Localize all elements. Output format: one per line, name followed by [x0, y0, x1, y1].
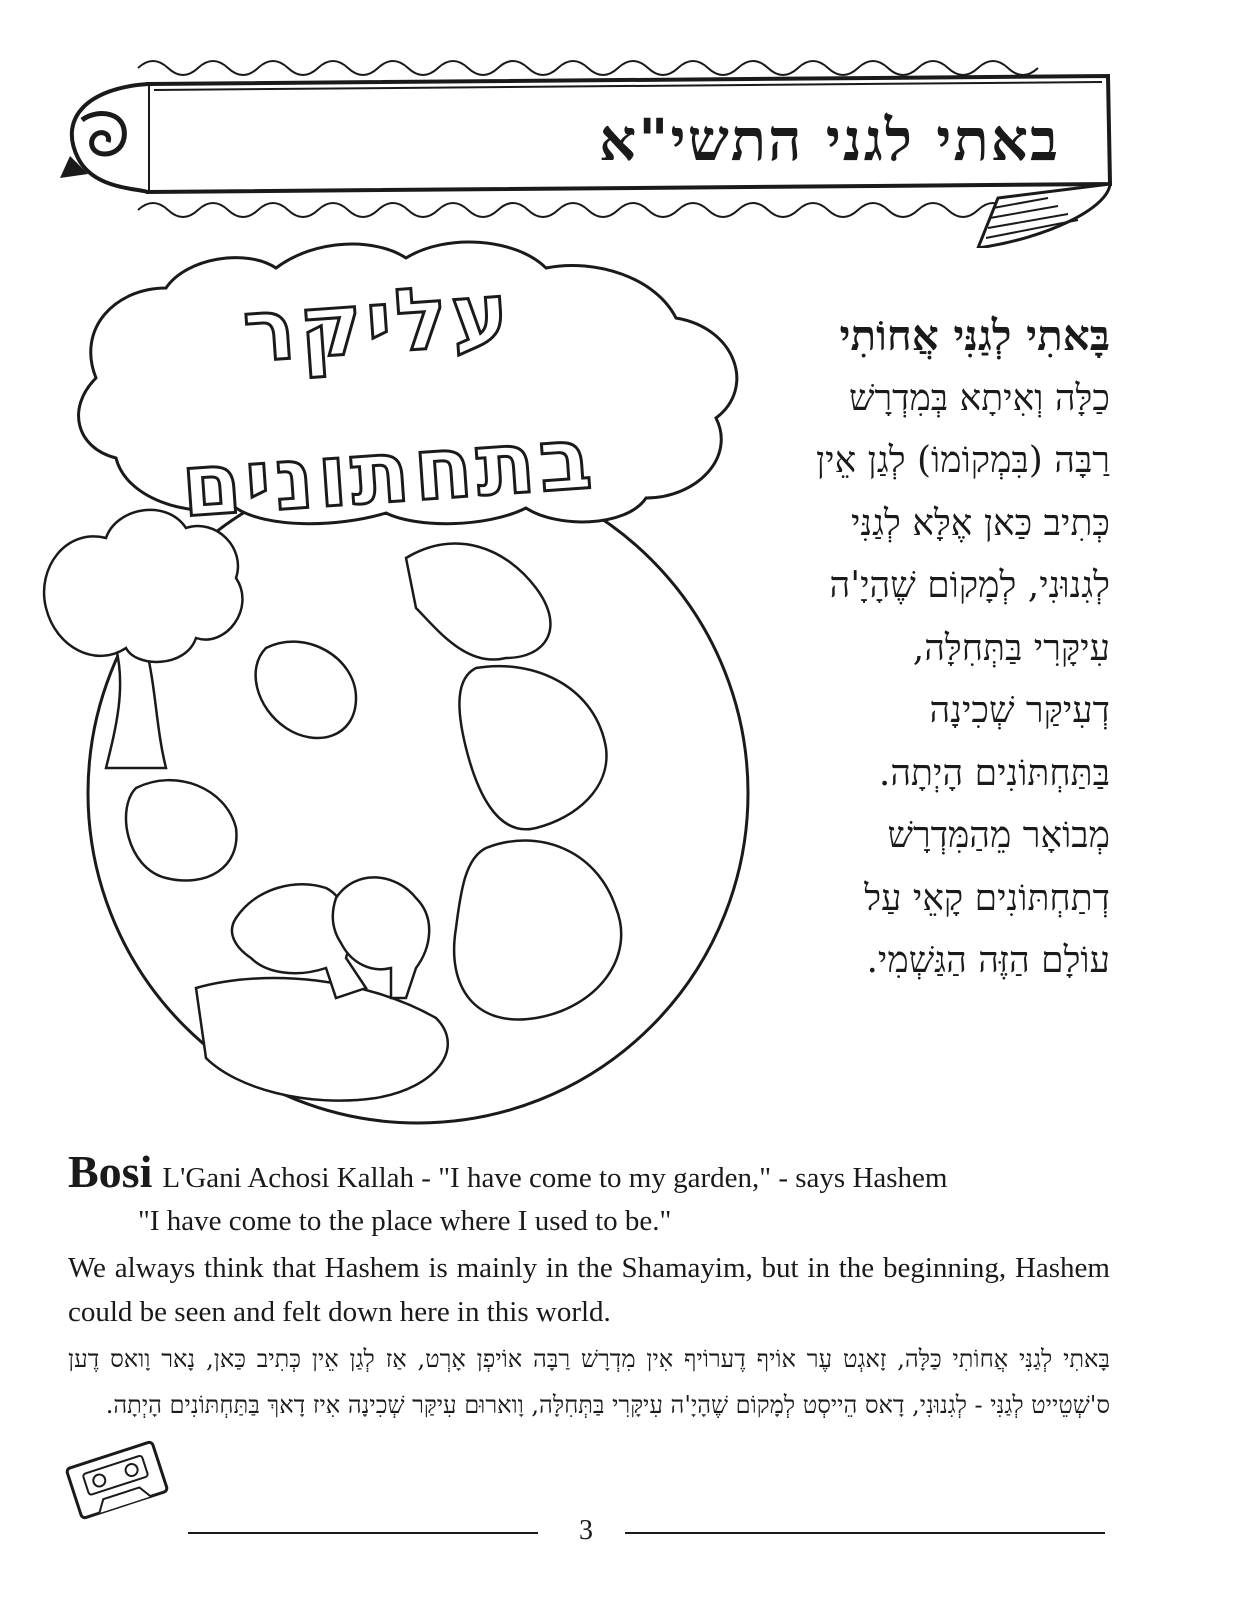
poem-line: רַבָּה (בִּמְקוֹמוֹ) לְגַן אֵין	[816, 440, 1110, 481]
poem-line: בַּתַּחְתּוֹנִים הָיְתָה.	[878, 752, 1110, 794]
poem-line: עִיקָּרִי בַּתְּחִלָּה,	[912, 627, 1110, 669]
poem-line: מְבוֹאָר מֵהַמִּדְרָשׁ	[887, 815, 1110, 856]
footer-rule-left	[188, 1532, 538, 1534]
poem-line: כַלָּה וְאִיתָא בְּמִדְרָשׁ	[848, 377, 1110, 419]
yiddish-paragraph: בָּאתִי לְגַנִּי אֲחוֹתִי כַּלָּה, זָאגְט עֶר אוֹיף דֶערוֹיף אִין מִדְרָשׁ רַבָּה אוֹיפְן אָרְט, אַז לְגַן אֵין כְּתִיב כַּאן, נָאר וָואס דֶען ס'שְׁטֵייט לְגַנִּי - לְגִנוּנִי, דָאס הֵייסְט לְמָקוֹם שֶׁהָיָ'ה עִיקָּרִי בַּתְּחִלָּה, וָוארוּם עִיקַּר שְׁכִינָה אִיז דָאךְ בַּתַּחְתּוֹנִים הָיְתָה.	[68, 1345, 1110, 1419]
page-number: 3	[579, 1515, 593, 1546]
poem-line: לְגִנוּנִי, לְמָקוֹם שֶׁהָיָ'ה	[829, 565, 1110, 606]
hebrew-poem	[740, 305, 1110, 993]
poem-line: דְעִיקַּר שְׁכִינָה	[929, 690, 1110, 731]
english-intro-line	[68, 1146, 1110, 1200]
poem-line: דְתַחְתּוֹנִים קָאֵי עַל	[864, 877, 1110, 919]
english-quote-line: "I have come to the place where I used to be."	[138, 1205, 672, 1237]
poem-line: כְּתִיב כַּאן אֶלָּא לְגַנִּי	[851, 502, 1110, 544]
poem-line: עוֹלָם הַזֶּה הַגַּשְׁמִי.	[866, 940, 1110, 981]
cloud-lettering: עליקר בתחתונים	[178, 263, 599, 537]
lead-word: Bosi	[68, 1146, 153, 1197]
english-paragraph: We always think that Hashem is mainly in the Shamayim, but in the beginning, Hashem could be seen and felt down here in this world.	[68, 1252, 1110, 1328]
poem-line: בָּאתִי לְגַנִּי אֲחוֹתִי	[839, 311, 1110, 360]
footer-rule-right	[625, 1532, 1105, 1534]
intro-line-text: L'Gani Achosi Kallah - "I have come to my garden," - says Hashem	[162, 1162, 948, 1194]
page-title: באתי לגני התשי"א	[599, 106, 1060, 174]
cassette-icon	[62, 1440, 172, 1520]
english-section	[68, 1146, 1110, 1334]
